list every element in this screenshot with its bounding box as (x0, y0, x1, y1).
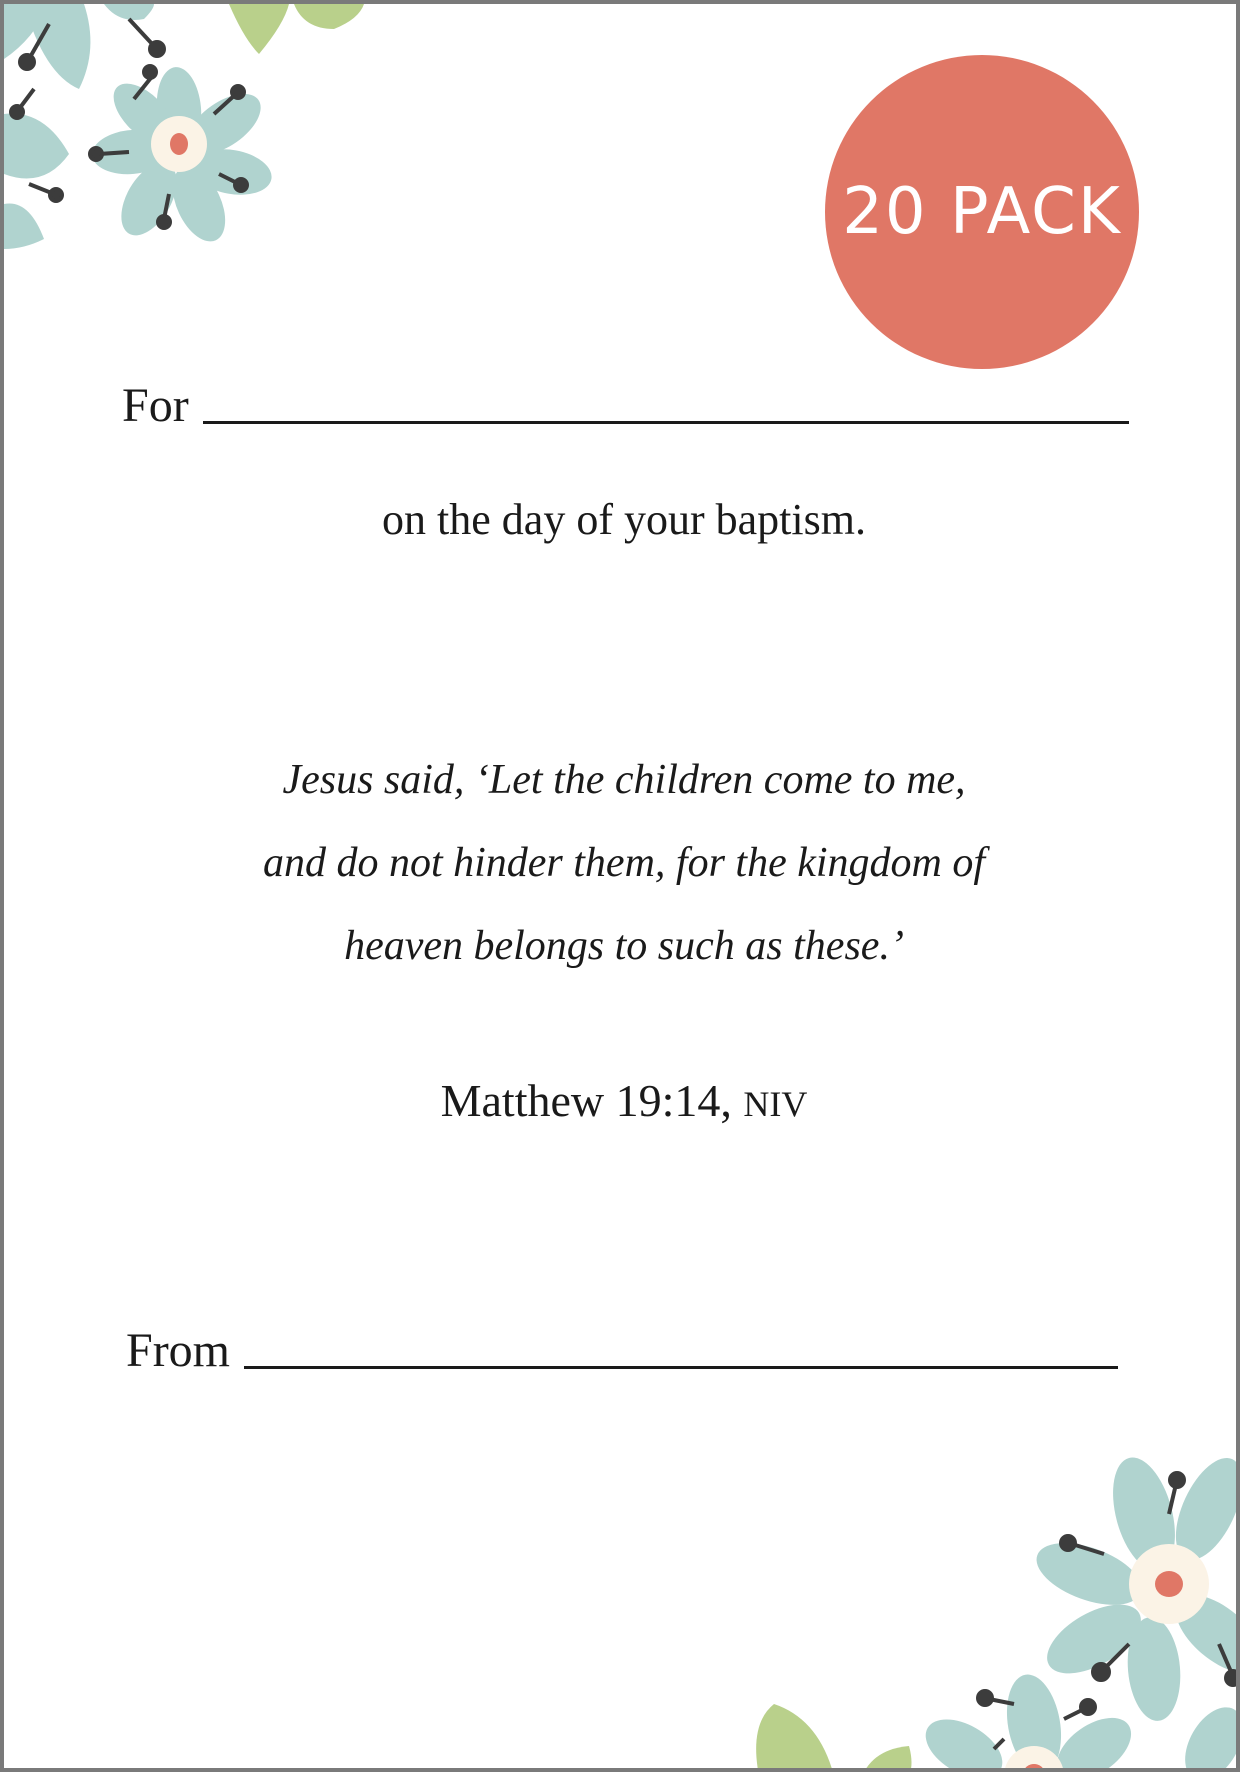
recipient-blank[interactable] (203, 421, 1129, 424)
recipient-label: For (122, 379, 189, 432)
verse-reference (4, 1074, 1240, 1127)
bible-version: NIV (743, 1084, 808, 1124)
sender-label: From (126, 1324, 231, 1377)
verse-line: heaven belongs to such as these.’ (344, 923, 904, 969)
verse-line: Jesus said, ‘Let the children come to me, (282, 757, 966, 803)
floral-corner-top-left (4, 4, 384, 284)
badge-label: 20 PACK (842, 175, 1122, 249)
occasion-text: on the day of your baptism. (382, 495, 866, 544)
sender-blank[interactable] (244, 1366, 1118, 1369)
sender-line (126, 1324, 1118, 1377)
recipient-line (122, 379, 1129, 432)
bible-verse (4, 739, 1240, 988)
verse-line: and do not hinder them, for the kingdom of (262, 840, 986, 886)
pack-count-badge (825, 55, 1139, 369)
reference-text: Matthew 19:14, (440, 1075, 732, 1126)
